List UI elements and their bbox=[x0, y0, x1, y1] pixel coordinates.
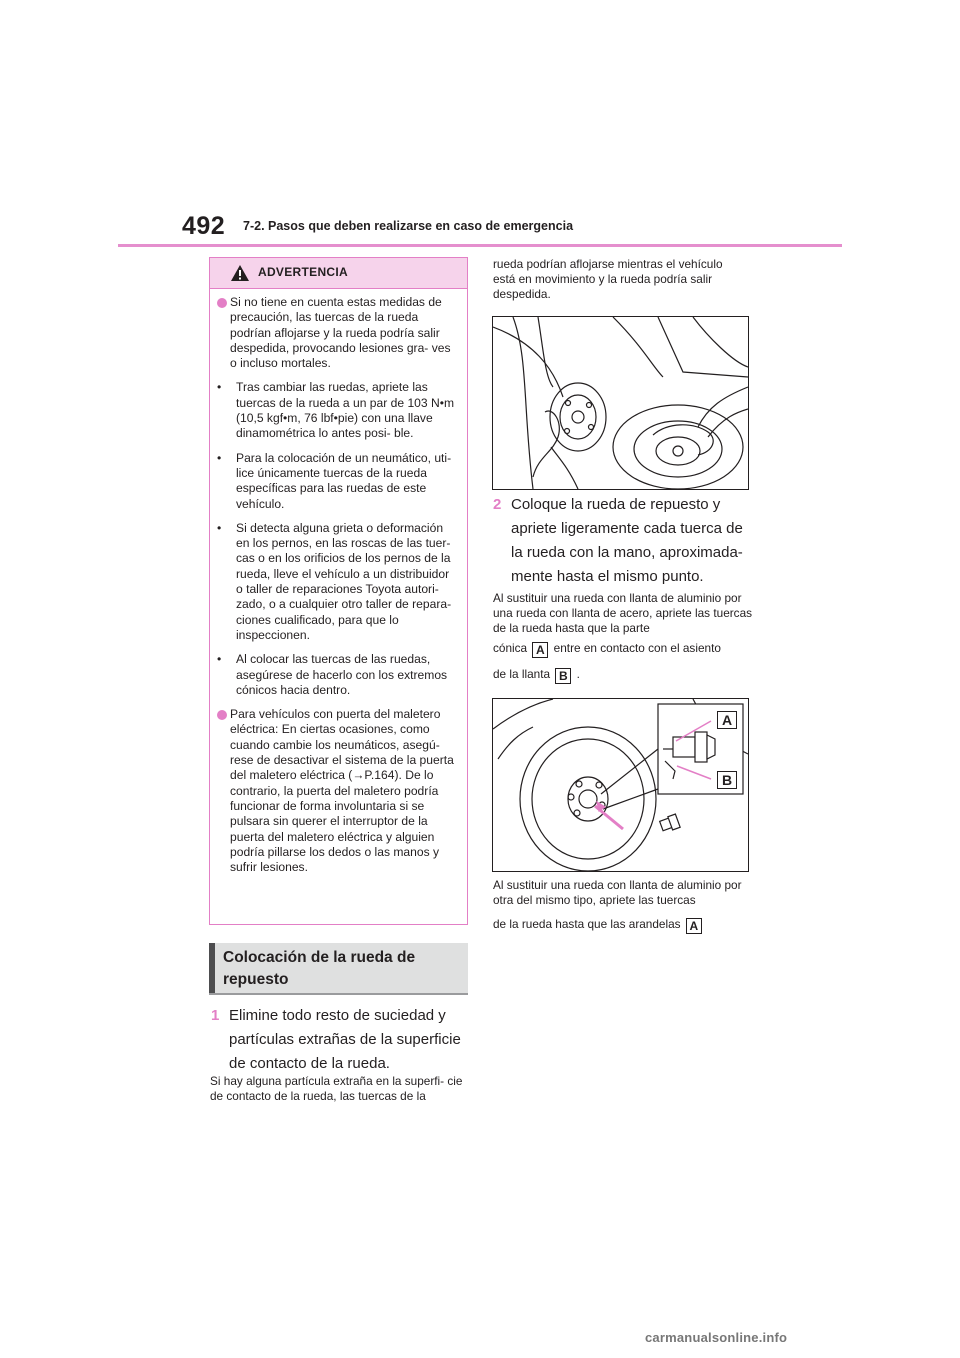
header-rule bbox=[118, 244, 842, 247]
note-2: Al sustituir una rueda con llanta de aluminio por una rueda con llanta de acero, apriete las tuercas de la rueda hasta que la parte cónica A entre en contacto con el asiento de la llanta B . bbox=[493, 591, 753, 684]
page-number: 492 bbox=[182, 212, 226, 240]
label-a: A bbox=[532, 642, 548, 658]
warning-body bbox=[210, 289, 467, 875]
watermark: carmanualsonline.info bbox=[645, 1330, 788, 1345]
section-title: 7-2. Pasos que deben realizarse en caso de emergencia bbox=[243, 219, 574, 233]
right-top-text: rueda podrían aflojarse mientras el vehículo está en movimiento y la rueda podría salir despedida. bbox=[493, 257, 723, 301]
warning-item: • Si detecta alguna grieta o deformación en los pernos, en las roscas de las tuer- cas o en los orificios de los pernos de la rueda, lleve el vehículo a un distribuidor o taller de reparaciones Toyota autori- zado, o a cualquier otro taller de repara- ciones cualificado, para que lo inspeccionen. bbox=[217, 520, 452, 642]
warning-item: Si no tiene en cuenta estas medidas de precaución, las tuercas de la rueda podrían aflojarse y la rueda podría salir despedida, provocando lesiones gra- ves o incluso mortales. bbox=[217, 295, 455, 371]
label-b: B bbox=[717, 771, 737, 789]
bullet-icon: • bbox=[217, 652, 222, 667]
warning-item: • Al colocar las tuercas de las ruedas, asegúrese de hacerlo con los extremos cónicos hacia dentro. bbox=[217, 652, 448, 697]
bullet-icon: • bbox=[217, 520, 222, 535]
step-2: 2 Coloque la rueda de repuesto y apriete ligeramente cada tuerca de la rueda con la mano, aproximada- mente hasta el mismo punto. bbox=[493, 496, 743, 585]
pink-bullet-icon bbox=[217, 298, 227, 308]
warning-title: ADVERTENCIA bbox=[258, 265, 348, 279]
warning-triangle-icon bbox=[230, 264, 250, 287]
bullet-icon: • bbox=[217, 450, 222, 465]
warning-item: • Para la colocación de un neumático, uti- lice únicamente tuercas de la rueda específicas para las ruedas de este vehículo. bbox=[217, 450, 452, 511]
subheading: Colocación de la rueda de repuesto bbox=[209, 943, 468, 995]
step-1-note: Si hay alguna partícula extraña en la superfi- cie de contacto de la rueda, las tuercas de la bbox=[210, 1074, 463, 1103]
warning-item: • Tras cambiar las ruedas, apriete las tuercas de la rueda a un par de 103 N•m (10,5 kgf•m, 76 lbf•pie) con una llave dinamométrica lo antes posi- ble. bbox=[217, 380, 455, 441]
warning-header bbox=[210, 258, 467, 289]
warning-box bbox=[209, 257, 468, 925]
pink-bullet-icon bbox=[217, 710, 227, 720]
label-a: A bbox=[717, 711, 737, 729]
step-1: 1 Elimine todo resto de suciedad y partículas extrañas de la superficie de contacto de la rueda. bbox=[211, 1007, 461, 1072]
figure-cleaning-hub bbox=[492, 316, 749, 490]
figure-wheel-nut bbox=[492, 698, 749, 872]
note-3: Al sustituir una rueda con llanta de aluminio por otra del mismo tipo, apriete las tuercas de la rueda hasta que las arandelas A bbox=[493, 878, 742, 933]
bullet-icon: • bbox=[217, 380, 222, 395]
label-a: A bbox=[686, 918, 702, 934]
label-b: B bbox=[555, 668, 571, 684]
warning-item: Para vehículos con puerta del maletero eléctrica: En ciertas ocasiones, como cuando cambie los neumáticos, asegú- rese de desactivar el sistema de la puerta del maletero eléctrica (→P.164). De lo contrario, la puerta del maletero podría funcionar de forma involuntaria si se pulsara sin querer el interruptor de la puerta del maletero eléctrica y alguien podría pillarse los dedos o las manos y sufrir lesiones. bbox=[217, 707, 455, 875]
